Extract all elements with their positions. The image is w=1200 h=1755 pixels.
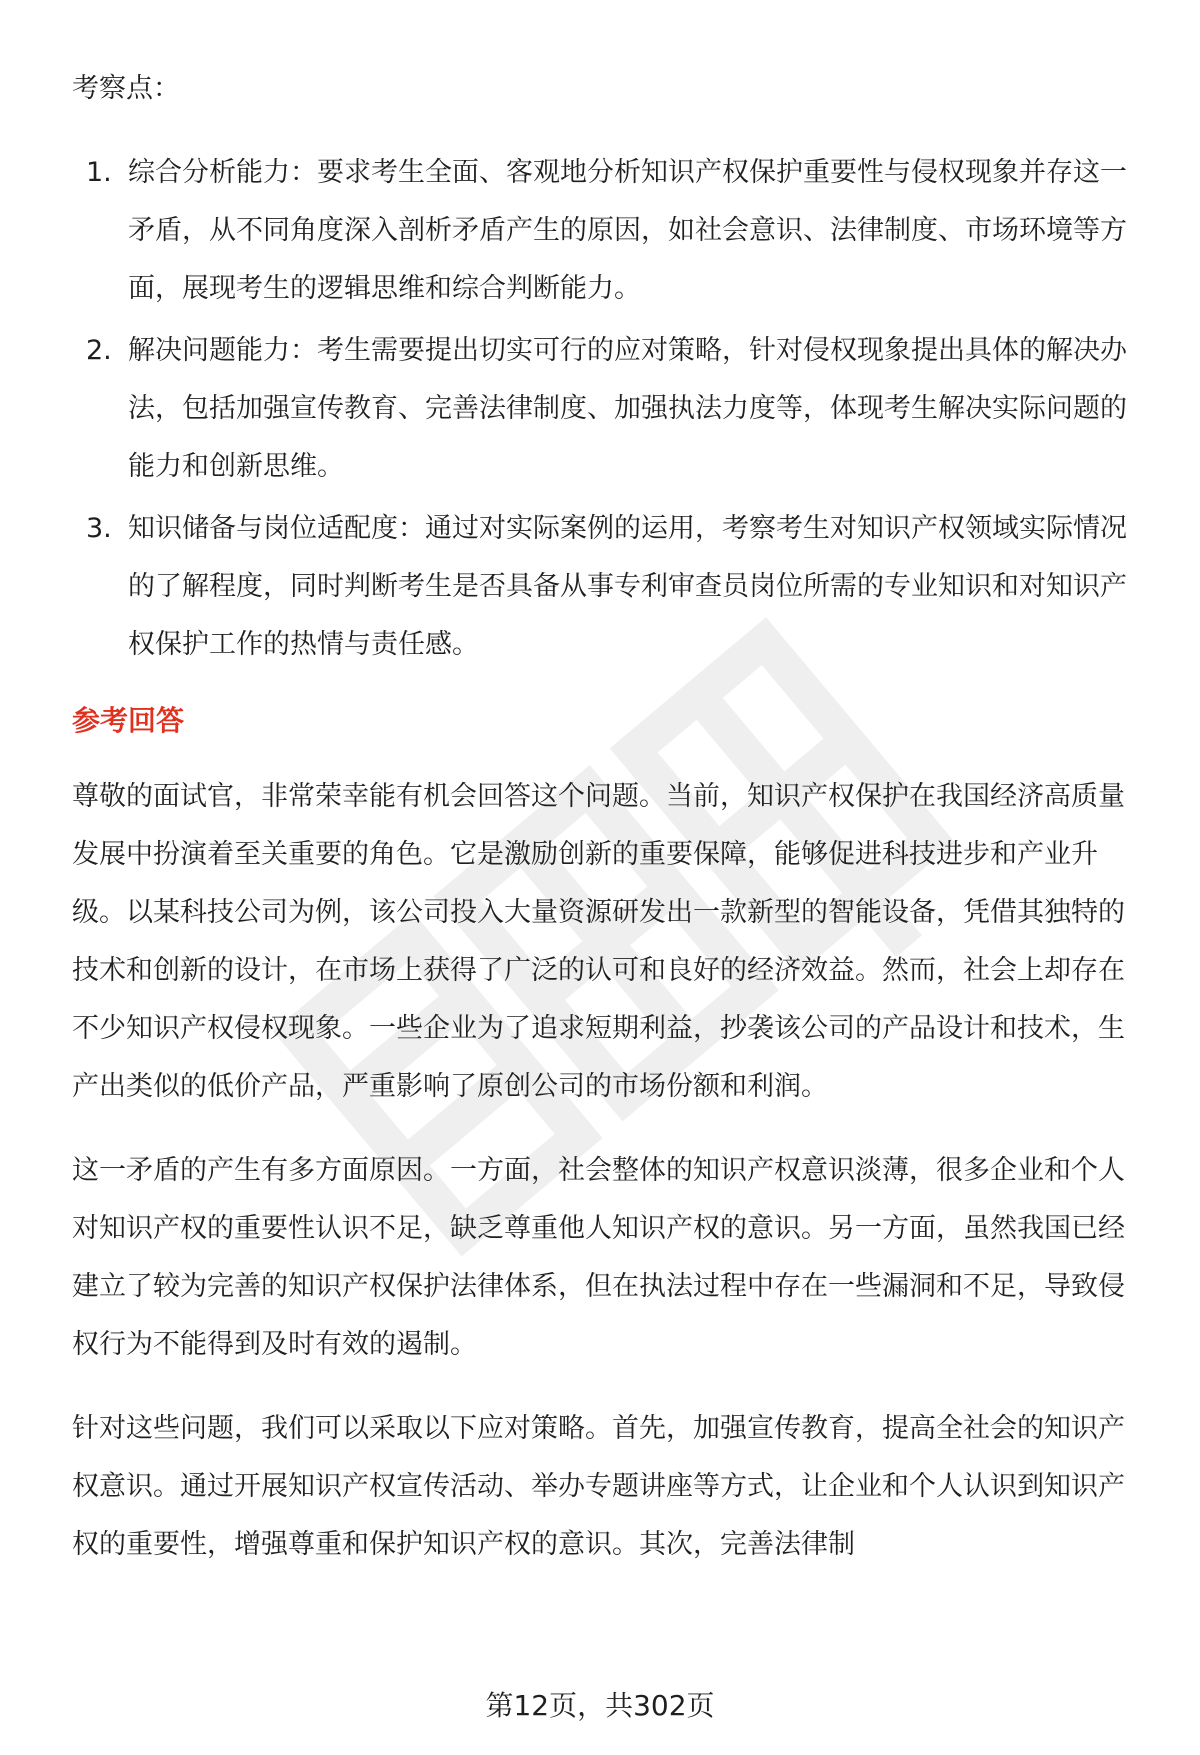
page-footer: 第12页，共302页 <box>485 1689 715 1722</box>
main-content <box>72 64 1148 1600</box>
answer-paragraph: 针对这些问题，我们可以采取以下应对策略。首先，加强宣传教育，提高全社会的知识产权意识。通过开展知识产权宣传活动、举办专题讲座等方式，让企业和个人认识到知识产权的重要性，增强尊重和保护知识产权的意识。其次，完善法律制 <box>72 1413 1125 1560</box>
section-label: 考察点： <box>72 73 180 104</box>
list-item <box>72 500 1148 674</box>
list-number: 3. <box>86 513 112 544</box>
list-number: 2. <box>86 335 112 366</box>
list-number: 1. <box>86 157 112 188</box>
assessment-points-list <box>72 144 1148 674</box>
list-item <box>72 322 1148 496</box>
answer-heading: 参考回答 <box>72 704 185 737</box>
list-item-text: 知识储备与岗位适配度：通过对实际案例的运用，考察考生对知识产权领域实际情况的了解程度，同时判断考生是否具备从事专利审查员岗位所需的专业知识和对知识产权保护工作的热情与责任感。 <box>128 513 1127 660</box>
list-item-text: 解决问题能力：考生需要提出切实可行的应对策略，针对侵权现象提出具体的解决办法，包括加强宣传教育、完善法律制度、加强执法力度等，体现考生解决实际问题的能力和创新思维。 <box>128 335 1127 482</box>
answer-paragraph: 这一矛盾的产生有多方面原因。一方面，社会整体的知识产权意识淡薄，很多企业和个人对知识产权的重要性认识不足，缺乏尊重他人知识产权的意识。另一方面，虽然我国已经建立了较为完善的知识产权保护法律体系，但在执法过程中存在一些漏洞和不足，导致侵权行为不能得到及时有效的遏制。 <box>72 1155 1125 1360</box>
answer-paragraph: 尊敬的面试官，非常荣幸能有机会回答这个问题。当前，知识产权保护在我国经济高质量发展中扮演着至关重要的角色。它是激励创新的重要保障，能够促进科技进步和产业升级。以某科技公司为例，该公司投入大量资源研发出一款新型的智能设备，凭借其独特的技术和创新的设计，在市场上获得了广泛的认可和良好的经济效益。然而，社会上却存在不少知识产权侵权现象。一些企业为了追求短期利益，抄袭该公司的产品设计和技术，生产出类似的低价产品，严重影响了原创公司的市场份额和利润。 <box>72 781 1125 1102</box>
list-item-text: 综合分析能力：要求考生全面、客观地分析知识产权保护重要性与侵权现象并存这一矛盾，从不同角度深入剖析矛盾产生的原因，如社会意识、法律制度、市场环境等方面，展现考生的逻辑思维和综合判断能力。 <box>128 157 1127 304</box>
list-item <box>72 144 1148 318</box>
